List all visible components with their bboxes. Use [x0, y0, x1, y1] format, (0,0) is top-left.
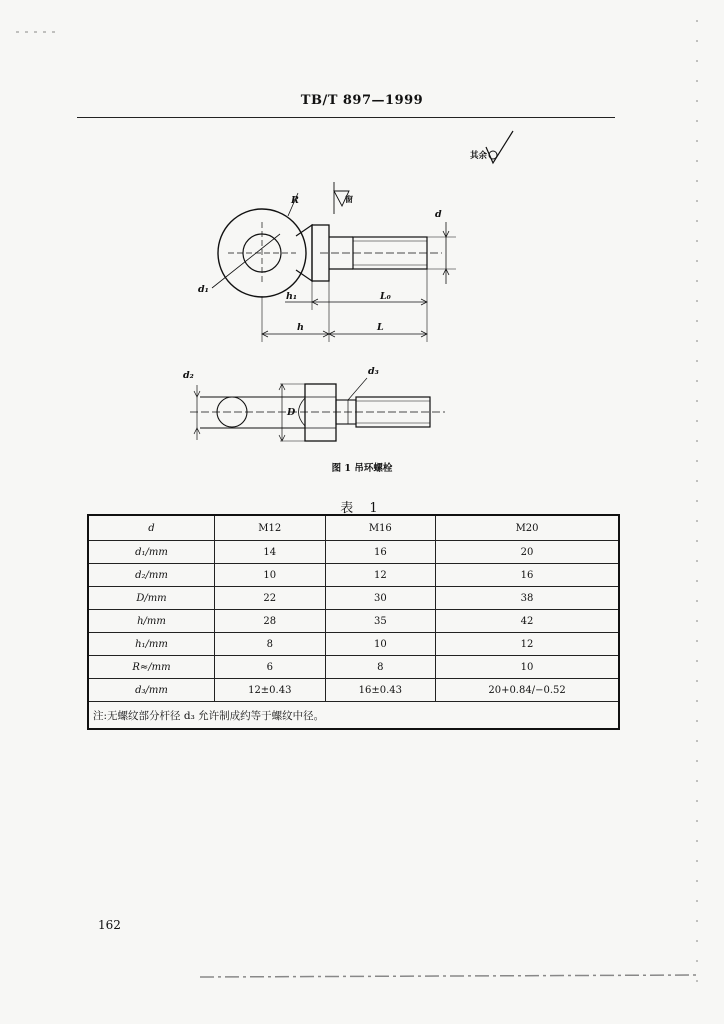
surface-note-text: 其余	[470, 151, 488, 161]
page-number: 162	[98, 918, 121, 932]
row-label: d₁/mm	[88, 541, 215, 564]
table-row	[88, 610, 619, 633]
table-header-m20: M20	[436, 515, 619, 541]
cell: 6	[215, 656, 326, 679]
cell: 12	[325, 564, 436, 587]
table-note: 注:无螺纹部分杆径 d₃ 允许制成约等于螺纹中径。	[88, 702, 619, 730]
local-surface-text: 窗	[345, 194, 353, 204]
cell: 38	[436, 587, 619, 610]
cell: 42	[436, 610, 619, 633]
side-view	[190, 378, 445, 441]
table-row	[88, 564, 619, 587]
spec-table	[87, 514, 620, 730]
cell: 10	[325, 633, 436, 656]
cell: 8	[215, 633, 326, 656]
table-caption: 表 1	[340, 501, 384, 516]
row-label: D/mm	[88, 587, 215, 610]
cell: 12±0.43	[215, 679, 326, 702]
label-L0: L₀	[380, 291, 391, 302]
row-label: d₃/mm	[88, 679, 215, 702]
cell: 16	[436, 564, 619, 587]
row-label: h₁/mm	[88, 633, 215, 656]
head-block	[305, 384, 336, 441]
table-note-row	[88, 702, 619, 730]
cell: 14	[215, 541, 326, 564]
label-h: h	[297, 322, 304, 333]
cell: 20+0.84/−0.52	[436, 679, 619, 702]
cell: 35	[325, 610, 436, 633]
cell: 22	[215, 587, 326, 610]
cell: 8	[325, 656, 436, 679]
cell: 30	[325, 587, 436, 610]
table-header-row	[88, 515, 619, 541]
label-d: d	[435, 209, 442, 220]
cell: 10	[215, 564, 326, 587]
cell: 10	[436, 656, 619, 679]
label-R: R	[291, 195, 299, 206]
top-view	[212, 182, 456, 342]
document-header-title: TB/T 897—1999	[300, 93, 424, 108]
table-row	[88, 541, 619, 564]
row-label: d₂/mm	[88, 564, 215, 587]
table-row	[88, 656, 619, 679]
label-h1: h₁	[286, 291, 298, 302]
figure-caption: 图 1 吊环螺栓	[331, 463, 393, 474]
table-header-m12: M12	[215, 515, 326, 541]
cell: 16	[325, 541, 436, 564]
label-L: L	[377, 322, 384, 333]
table-row	[88, 633, 619, 656]
table-header-m16: M16	[325, 515, 436, 541]
table-row	[88, 587, 619, 610]
cell: 12	[436, 633, 619, 656]
row-label: R≈/mm	[88, 656, 215, 679]
table-row	[88, 679, 619, 702]
label-d2: d₂	[183, 370, 194, 381]
label-d1: d₁	[198, 284, 209, 295]
label-d3: d₃	[368, 366, 379, 377]
cell: 28	[215, 610, 326, 633]
row-label: h/mm	[88, 610, 215, 633]
table-header-d: d	[88, 515, 215, 541]
cell: 16±0.43	[325, 679, 436, 702]
cell: 20	[436, 541, 619, 564]
surface-finish-symbol	[486, 131, 513, 163]
label-D: D	[287, 407, 296, 418]
